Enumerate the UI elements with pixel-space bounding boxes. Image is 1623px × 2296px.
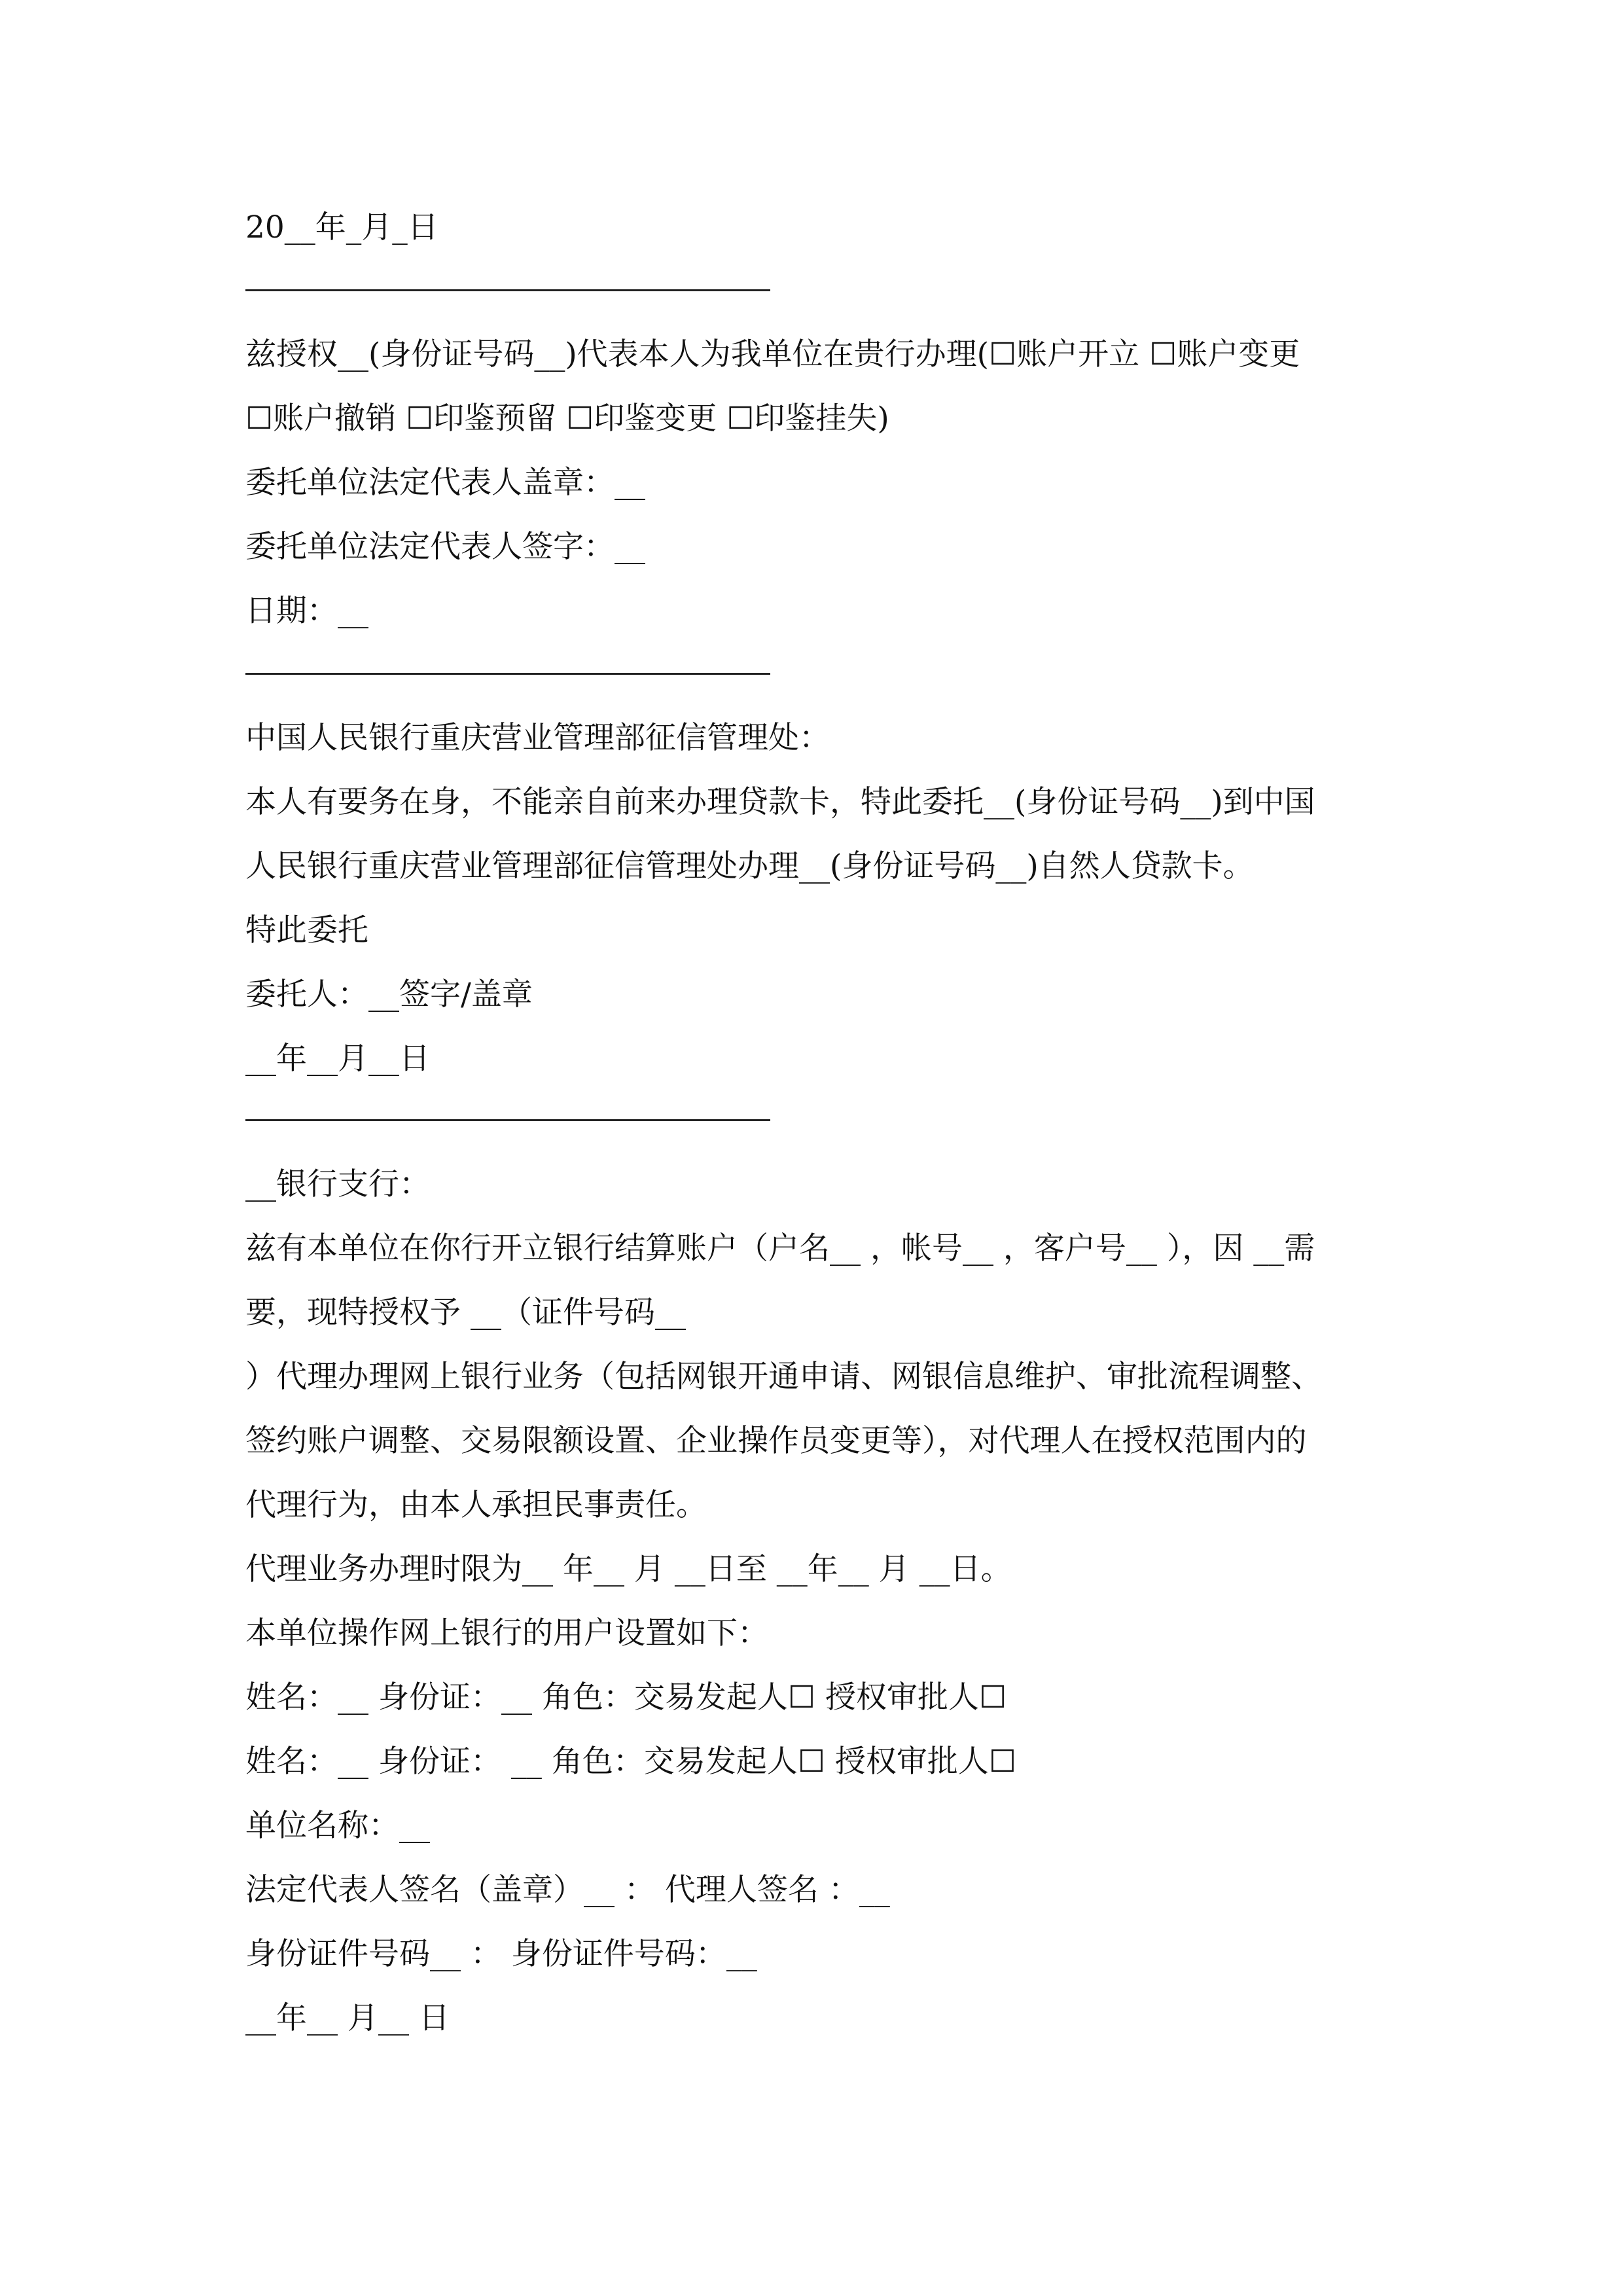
online-banking-body-line: 兹有本单位在你行开立银行结算账户（户名__ ，帐号__ ，客户号__ ），因 __需 [245, 1230, 1315, 1266]
loan-card-date-line: __年__月__日 [245, 1041, 430, 1077]
online-banking-date-line: __年__ 月__ 日 [245, 2000, 450, 2036]
user-row: 姓名：__ 身份证：__ 角色：交易发起人☐ 授权审批人☐ [245, 1679, 1007, 1715]
legal-rep-seal-line: 委托单位法定代表人盖章：__ [245, 465, 645, 501]
online-banking-body-line: 代理行为，由本人承担民事责任。 [245, 1487, 707, 1523]
authorization-date-line: 日期：__ [245, 593, 368, 629]
letter-date-line: 20__年_月_日 [245, 209, 438, 245]
user-row: 姓名：__ 身份证： __ 角色：交易发起人☐ 授权审批人☐ [245, 1744, 1017, 1780]
id-numbers-line: 身份证件号码__ ： 身份证件号码：__ [245, 1936, 757, 1972]
online-banking-body-line: 签约账户调整、交易限额设置、企业操作员变更等），对代理人在授权范围内的 [245, 1423, 1307, 1459]
online-banking-body-line: 要，现特授权予 __（证件号码__ [245, 1295, 686, 1331]
online-banking-body-line: ）代理办理网上银行业务（包括网银开通申请、网银信息维护、审批流程调整、 [245, 1359, 1322, 1395]
loan-card-addressee: 中国人民银行重庆营业管理部征信管理处： [245, 720, 830, 756]
section-divider [245, 673, 770, 675]
legal-rep-signature-line: 委托单位法定代表人签字：__ [245, 529, 645, 565]
authorization-body-line: ☐账户撤销 ☐印鉴预留 ☐印鉴变更 ☐印鉴挂失) [245, 401, 889, 437]
agency-period-line: 代理业务办理时限为__ 年__ 月 __日至 __年__ 月 __日。 [245, 1551, 1012, 1587]
unit-name-line: 单位名称：__ [245, 1808, 430, 1844]
loan-card-closing: 特此委托 [245, 912, 368, 948]
authorization-body-line: 兹授权__(身份证号码__)代表本人为我单位在贵行办理(☐账户开立 ☐账户变更 [245, 336, 1300, 372]
section-divider [245, 289, 770, 291]
signatures-line: 法定代表人签名（盖章）__ ： 代理人签名 ：__ [245, 1872, 890, 1908]
online-banking-addressee: __银行支行： [245, 1166, 430, 1202]
delegator-signature-line: 委托人：__签字/盖章 [245, 977, 533, 1013]
user-settings-intro: 本单位操作网上银行的用户设置如下： [245, 1615, 768, 1651]
section-divider [245, 1119, 770, 1121]
loan-card-body-line: 本人有要务在身，不能亲自前来办理贷款卡，特此委托__(身份证号码__)到中国 [245, 784, 1315, 820]
loan-card-body-line: 人民银行重庆营业管理部征信管理处办理__(身份证号码__)自然人贷款卡。 [245, 848, 1254, 884]
